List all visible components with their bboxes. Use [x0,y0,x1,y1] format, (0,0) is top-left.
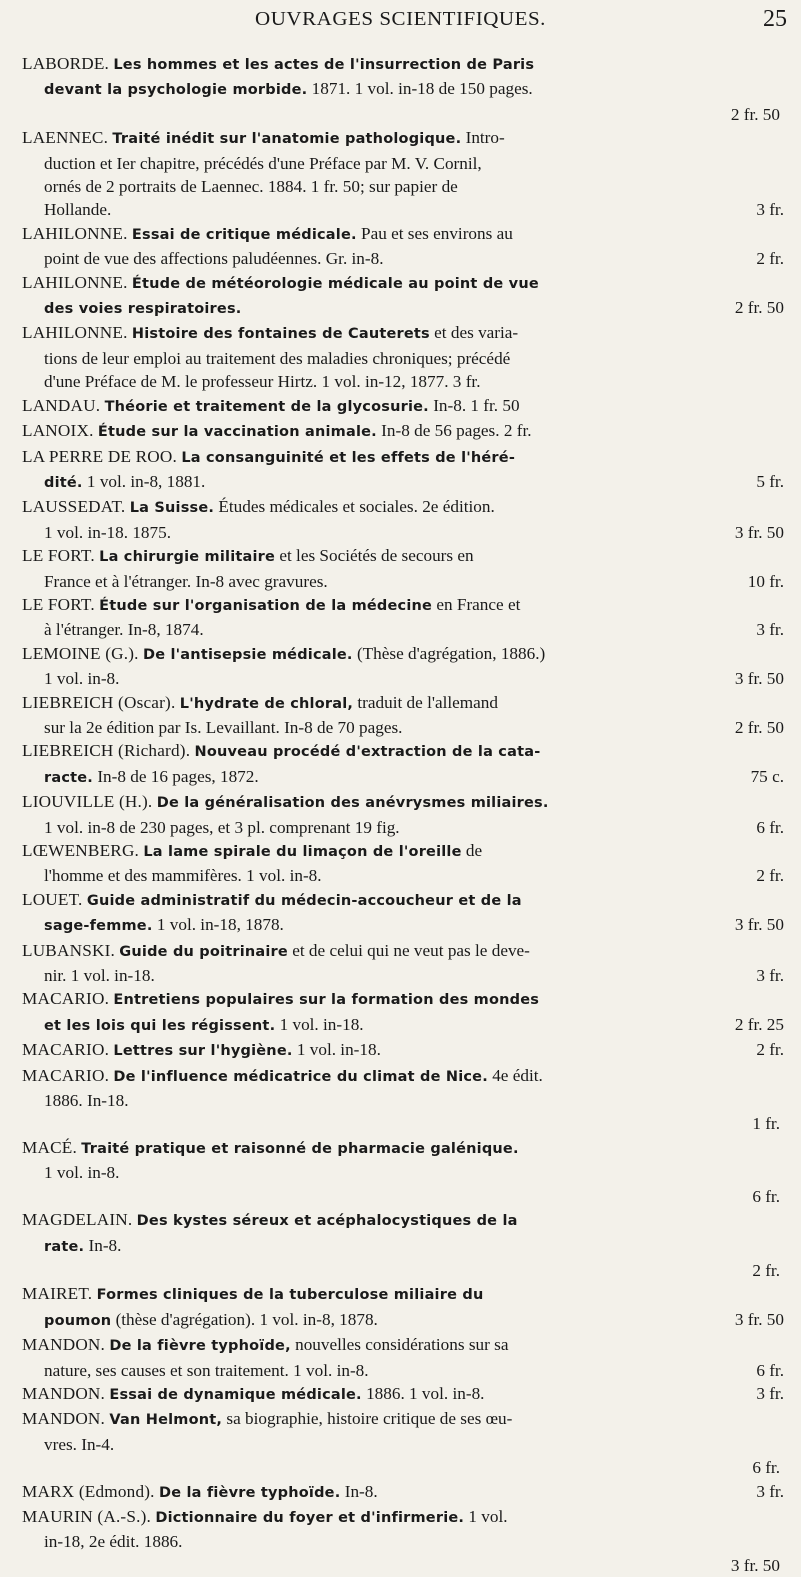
entry-title: L'hydrate de chloral, [179,695,354,712]
entry-line-text [44,1359,369,1382]
entry-line [22,198,784,221]
entry-line [22,765,784,790]
entry-description: 1 vol. in-18, 1878. [156,915,284,935]
entry-description: et les Sociétés de secours en [279,546,474,566]
entry-description: duction et Ier chapitre, précédés d'une Préface par M. V. Cornil, [44,153,482,173]
entry-line-text [44,667,119,690]
entry-description: 1886. 1 vol. in-8. [366,1383,485,1403]
entry-author: LŒWENBERG. [22,841,140,860]
entry-line [22,1433,784,1456]
entry-line-text [22,989,539,1008]
entry-title: Essai de critique médicale. [131,226,357,243]
entry-author: LAHILONNE. [22,223,128,243]
entry-author: MACARIO. [22,989,110,1009]
page-number: 25 [763,6,787,32]
entry-author: LAUSSEDAT. [22,497,126,517]
entry-title: Théorie et traitement de la glycosurie. [104,398,429,415]
entry-line-text [22,273,539,292]
entry-title: De la fièvre typhoïde, [109,1338,291,1355]
entry-price: 3 fr. 50 [734,522,784,542]
entry-title: La lame spirale du limaçon de l'oreille [143,844,462,860]
entry-title: De l'antisepsie médicale. [142,646,353,663]
entry-line [22,1208,784,1233]
entry-line [22,126,784,151]
entry-line [22,394,784,419]
entry-line-text [44,1532,182,1551]
entry-line-text [22,1480,378,1505]
entry-line-text [22,447,515,466]
entry-line-text [22,546,474,565]
catalog-entry [22,1282,784,1333]
catalog-entry [22,126,784,222]
entry-title: sage-femme. [44,918,153,935]
catalog-entry [22,222,784,271]
entry-line [22,667,784,690]
entry-author: LE FORT. [22,546,95,566]
entry-line [22,347,784,370]
entry-line-text [44,964,155,987]
entry-line [22,864,784,887]
entry-description: 1 vol. in-18. [279,1014,364,1034]
entry-author: MACARIO. [22,1040,110,1060]
catalog-entry [22,1505,784,1577]
entry-line [22,1480,784,1505]
catalog-entry [22,544,784,593]
entry-line-text [44,570,328,593]
entry-author: MAIRET. [22,1284,93,1304]
entry-line [22,691,784,716]
entry-line [22,1089,784,1112]
entry-price: 2 fr. [756,249,784,269]
entry-price: 6 fr. [756,817,784,837]
catalog-entry [22,1333,784,1382]
entry-line [22,987,784,1012]
entry-title: La Suisse. [129,500,215,517]
entry-title: La consanguinité et les effets de l'héré- [181,449,516,466]
entry-line-text [44,349,510,368]
entry-line [22,816,784,839]
entry-title: Histoire des fontaines de Cauterets [131,326,430,343]
entry-price: 3 fr. 50 [734,915,784,935]
entry-title: Des kystes séreux et acéphalocystiques de la [136,1213,518,1230]
entry-title: La chirurgie militaire [99,549,276,566]
entry-author: LOUET. [22,889,83,909]
entry-description: 1 vol. in-8, 1881. [86,471,206,491]
catalog-entry [22,445,784,496]
catalog-entry [22,642,784,691]
catalog-entry [22,394,784,419]
entry-description: France et à l'étranger. In-8 avec gravures. [44,571,328,591]
entry-line [22,1234,784,1259]
entry-line-text [44,372,481,391]
entry-line-text [44,716,402,739]
entry-line [22,1282,784,1307]
entry-line-text [44,521,171,544]
entry-line-text [22,54,534,73]
entry-line [22,175,784,198]
catalog-entry [22,1136,784,1208]
entry-author: LIEBREICH (Oscar). [22,692,176,712]
entry-author: MAURIN (A.-S.). [22,1506,152,1526]
entry-title: Traité pratique et raisonné de pharmacie galénique. [81,1140,519,1157]
entry-author: MARX (Edmond). [22,1481,155,1501]
entry-price: 3 fr. [756,1383,784,1403]
entry-line-text [22,941,530,960]
catalog-entry [22,593,784,642]
entry-description: de [465,841,483,860]
entry-price: 5 fr. [756,471,784,491]
entry-line-text [44,1308,378,1333]
entry-line-text [22,128,505,147]
entry-line [22,152,784,175]
entry-line-text [44,816,400,839]
entry-price: 1 fr. [752,1114,780,1134]
entry-title: rate. [44,1238,85,1255]
catalog-entry [22,1038,784,1063]
catalog-entry [22,739,784,790]
entry-line-text [44,864,322,887]
entry-line-text [22,792,549,811]
catalog-entry [22,691,784,740]
running-title: OUVRAGES SCIENTIFIQUES. [255,8,546,30]
entry-line-text [22,1284,483,1303]
entry-description: 1 vol. in-18. 1875. [44,522,171,542]
entry-author: LUBANSKI. [22,940,115,960]
entry-price: 6 fr. [752,1458,780,1478]
entry-line [22,370,784,393]
entry-description: In-8 de 56 pages. 2 fr. [381,421,532,441]
page-header [0,8,801,48]
catalog-entry [22,1382,784,1407]
entry-author: MANDON. [22,1335,106,1355]
catalog-entry [22,987,784,1038]
entry-title: poumon [44,1312,112,1329]
catalog-entry [22,1480,784,1505]
catalog-entries [22,52,784,1577]
catalog-entry [22,419,784,444]
entry-line [22,913,784,938]
entry-description: en France et [436,594,521,614]
entry-line [22,52,784,77]
entry-line [22,1505,784,1530]
catalog-entry [22,321,784,393]
entry-line [22,939,784,964]
entry-description: (thèse d'agrégation). 1 vol. in-8, 1878. [115,1309,378,1329]
entry-price: 3 fr. [756,1481,784,1501]
entry-line [22,839,784,864]
entry-line [22,642,784,667]
entry-description: In-8. [344,1481,378,1501]
entry-price: 2 fr. 50 [730,104,780,124]
entry-description: nature, ses causes et son traitement. 1 vol. in-8. [44,1360,369,1380]
catalog-entry [22,839,784,888]
entry-description: Hollande. [44,200,112,220]
catalog-entry [22,939,784,988]
entry-title: Étude de météorologie médicale au point de vue [131,275,539,292]
entry-line-text [22,1138,519,1157]
entry-author: MANDON. [22,1383,106,1403]
entry-description: 1871. 1 vol. in-18 de 150 pages. [311,79,533,99]
entry-price: 2 fr. [752,1260,780,1280]
entry-line-text [44,470,205,495]
entry-line-text [22,644,545,663]
entry-line-text [44,1163,119,1182]
entry-title: et les lois qui les régissent. [44,1017,276,1034]
entry-line [22,1038,784,1063]
entry-title: De l'influence médicatrice du climat de Nice. [113,1068,488,1085]
entry-line [22,1064,784,1089]
entry-title: Guide administratif du médecin-accoucheur et de la [86,892,522,909]
entry-description: In-8 de 16 pages, 1872. [97,766,259,786]
entry-line-text [22,421,532,440]
entry-author: MAGDELAIN. [22,1210,133,1230]
entry-description: sur la 2e édition par Is. Levaillant. In-8 de 70 pages. [44,717,403,737]
entry-line [22,593,784,618]
entry-price: 2 fr. [756,1040,784,1060]
entry-author: LAHILONNE. [22,323,128,343]
entry-line [22,521,784,544]
entry-description: et des varia- [434,323,519,343]
entry-line-text [22,1038,381,1063]
entry-line [22,570,784,593]
entry-line-text [44,765,259,790]
entry-line-text [44,247,384,270]
entry-author: MANDON. [22,1409,106,1429]
entry-line [22,1359,784,1382]
entry-description: in-18, 2e édit. 1886. [44,1532,183,1552]
entry-line-text [22,1210,518,1229]
entry-line [22,964,784,987]
entry-description: vres. In-4. [44,1434,115,1454]
entry-price: 10 fr. [747,571,784,591]
catalog-entry [22,888,784,939]
entry-title: dité. [44,474,83,491]
entry-description: sa biographie, histoire critique de ses œu- [226,1409,513,1429]
entry-line [22,321,784,346]
entry-line [22,1013,784,1038]
entry-description: à l'étranger. In-8, 1874. [44,620,204,640]
entry-line [22,470,784,495]
entry-description: Intro- [465,128,505,148]
entry-line-text [22,396,520,415]
entry-line-text [44,618,204,641]
catalog-entry [22,1407,784,1479]
entry-title: De la fièvre typhoïde. [158,1484,341,1501]
entry-author: LAENNEC. [22,128,109,148]
entry-price: 2 fr. 25 [734,1014,784,1034]
entry-line-text [22,741,540,760]
entry-description: point de vue des affections paludéennes. Gr. in-8. [44,249,384,269]
entry-description: l'homme et des mammifères. 1 vol. in-8. [44,866,322,886]
entry-description: et de celui qui ne veut pas le deve- [292,940,530,960]
entry-description: d'une Préface de M. le professeur Hirtz. 1 vol. in-12, 1877. 3 fr. [44,372,481,392]
entry-description: nir. 1 vol. in-18. [44,966,155,986]
entry-title: Formes cliniques de la tuberculose miliaire du [96,1287,484,1304]
entry-description: 1 vol. in-8. [44,1163,120,1183]
entry-line-text [22,890,522,909]
entry-title: Entretiens populaires sur la formation des mondes [113,992,540,1009]
entry-description: tions de leur emploi au traitement des maladies chroniques; précédé [44,348,511,368]
entry-line [22,296,784,321]
entry-description: 1 vol. in-18. [296,1040,381,1060]
entry-description: (Thèse d'agrégation, 1886.) [356,643,546,663]
entry-description: Études médicales et sociales. 2e édition. [218,497,495,517]
entry-description: In-8. [88,1235,122,1255]
entry-author: LA PERRE DE ROO. [22,446,178,466]
entry-line-text [44,913,284,938]
entry-line-text [44,1236,121,1255]
catalog-entry [22,495,784,544]
entry-line [22,1136,784,1161]
entry-line [22,739,784,764]
entry-line [22,222,784,247]
entry-description: In-8. 1 fr. 50 [433,395,520,415]
entry-title: Van Helmont, [109,1412,223,1429]
catalog-entry [22,790,784,839]
entry-title: Dictionnaire du foyer et d'infirmerie. [155,1509,465,1526]
entry-line-text [44,198,111,221]
entry-price: 3 fr. 50 [730,1555,780,1575]
entry-line-text [22,497,495,516]
entry-price: 75 c. [750,766,784,786]
entry-line-text [22,1382,484,1407]
entry-price: 2 fr. 50 [734,717,784,737]
entry-title: Étude sur l'organisation de la médecine [99,597,433,614]
entry-line-text [44,1435,114,1454]
entry-line [22,495,784,520]
entry-author: LAHILONNE. [22,272,128,292]
entry-line [22,445,784,470]
entry-price: 3 fr. 50 [734,669,784,689]
entry-line-text [44,177,458,196]
catalog-entry [22,271,784,322]
entry-author: LANOIX. [22,421,94,441]
entry-line [22,888,784,913]
entry-line [22,77,784,102]
entry-line-text [22,841,482,860]
entry-line-text [22,595,520,614]
entry-line [22,247,784,270]
catalog-entry [22,1208,784,1282]
entry-line-text [44,296,241,321]
entry-title: De la généralisation des anévrysmes miliaires. [156,795,549,812]
catalog-entry [22,52,784,126]
entry-title: Nouveau procédé d'extraction de la cata- [194,744,541,761]
entry-title: Traité inédit sur l'anatomie pathologique. [112,131,462,148]
entry-line [22,544,784,569]
entry-line [22,1308,784,1333]
entry-description: ornés de 2 portraits de Laennec. 1884. 1 fr. 50; sur papier de [44,177,458,197]
entry-price: 6 fr. [756,1360,784,1380]
entry-line [22,790,784,815]
entry-description: traduit de l'allemand [357,692,498,712]
entry-line-text [44,1091,129,1110]
entry-description: 4e édit. [492,1065,543,1085]
entry-price: 6 fr. [752,1186,780,1206]
entry-author: LEMOINE (G.). [22,643,139,663]
entry-line-text [44,154,482,173]
entry-author: MACÉ. [22,1137,77,1157]
entry-title: Essai de dynamique médicale. [109,1386,362,1403]
entry-price: 2 fr. [756,866,784,886]
entry-line [22,1407,784,1432]
entry-price: 3 fr. [756,966,784,986]
entry-author: MACARIO. [22,1065,110,1085]
entry-line-text [44,79,533,98]
entry-line [22,618,784,641]
entry-line [22,716,784,739]
entry-line [22,1382,784,1407]
entry-line-text [22,323,518,342]
catalog-entry [22,1064,784,1136]
entry-author: LIEBREICH (Richard). [22,741,191,761]
entry-author: LIOUVILLE (H.). [22,792,153,812]
entry-line [22,1530,784,1553]
entry-description: 1 vol. [468,1506,508,1526]
entry-title: racte. [44,769,94,786]
entry-author: LABORDE. [22,54,110,73]
entry-description: nouvelles considérations sur sa [295,1335,509,1355]
entry-description: Pau et ses environs au [361,223,513,243]
entry-title: Étude sur la vaccination animale. [97,424,377,441]
entry-line [22,1333,784,1358]
entry-line [22,271,784,296]
entry-price: 3 fr. [756,200,784,220]
entry-title: Guide du poitrinaire [119,943,288,960]
entry-line-text [22,224,513,243]
entry-line-text [44,1013,364,1038]
entry-title: Lettres sur l'hygiène. [113,1043,293,1060]
entry-title: Les hommes et les actes de l'insurrection de Paris [113,57,535,73]
entry-line-text [22,1066,543,1085]
entry-line [22,1161,784,1184]
entry-author: LANDAU. [22,395,101,415]
entry-description: 1886. In-18. [44,1091,129,1111]
entry-price: 3 fr. 50 [734,1309,784,1329]
entry-line-text [22,1335,508,1354]
entry-line-text [22,693,498,712]
entry-author: LE FORT. [22,594,95,614]
entry-title: des voies respiratoires. [44,301,242,318]
entry-price: 2 fr. 50 [734,298,784,318]
entry-description: 1 vol. in-8 de 230 pages, et 3 pl. comprenant 19 fig. [44,817,400,837]
entry-title: devant la psychologie morbide. [44,82,308,99]
entry-line [22,419,784,444]
entry-description: 1 vol. in-8. [44,669,120,689]
entry-price: 3 fr. [756,620,784,640]
entry-line-text [22,1507,508,1526]
